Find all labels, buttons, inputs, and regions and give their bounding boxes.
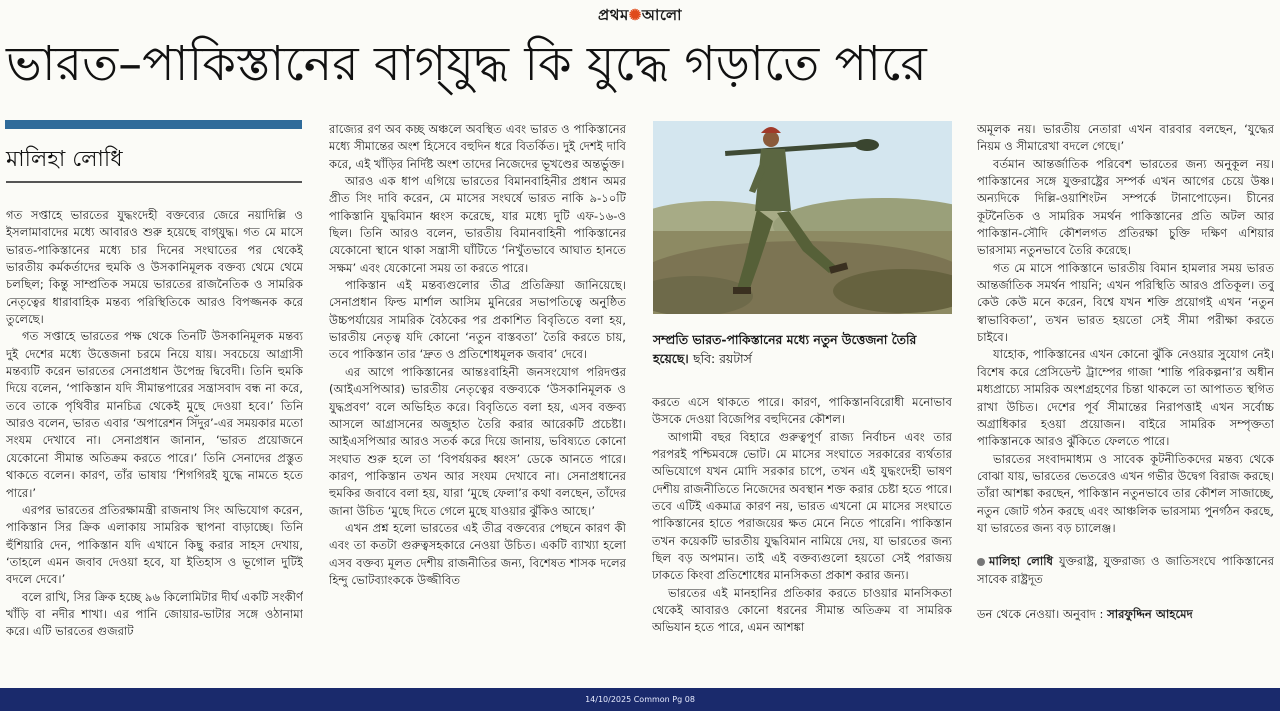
- author-bio: [977, 553, 1274, 588]
- headline: ভারত–পাকিস্তানের বাগ্‌যুদ্ধ কি যুদ্ধে গড়াতে পারে: [6, 36, 927, 92]
- paragraph: রাজ্যের রণ অব কচ্ছ অঞ্চলে অবস্থিত এবং ভারত ও পাকিস্তানের মধ্যে সীমান্তের অংশ হিসেবে বহুদিন ধরে বিতর্কিত। দুই দেশই দাবি করে, এই খাঁড়ির নির্দিষ্ট অংশ তাদের নিজেদের ভূখণ্ডের অন্তর্ভুক্ত।: [329, 122, 626, 171]
- paragraph: যাহোক, পাকিস্তানের এখন কোনো ঝুঁকি নেওয়ার সুযোগ নেই। বিশেষ করে প্রেসিডেন্ট ট্রাম্পের গাজা ‘শান্তি পরিকল্পনা’র অধীন মধ্যপ্রাচ্যে সামরিক অংশগ্রহণের চিন্তা থাকলে তা আপাতত স্থগিত রাখা উচিত। দেশের পূর্ব সীমান্তের নিরাপত্তাই এখন সর্বোচ্চ অগ্রাধিকার হওয়া প্রয়োজন। বাইরে সামরিক সম্পৃক্ততা পাকিস্তানকে আরও ঝুঁকিতে ফেলতে পারে।: [977, 347, 1274, 449]
- paragraph: এরপর ভারতের প্রতিরক্ষামন্ত্রী রাজনাথ সিং অভিযোগ করেন, পাকিস্তান সির ক্রিক এলাকায় সামরিক স্থাপনা বাড়াচ্ছে। তিনি হুঁশিয়ারি দেন, পাকিস্তান যদি এখানে কিছু করার সাহস দেখায়, ‘তাহলে এমন জবাব দেওয়া হবে, যা ইতিহাস ও ভূগোল দুটিই বদলে দেবে।’: [6, 502, 303, 587]
- article-column-4: [977, 121, 1274, 685]
- news-photo: [653, 121, 952, 314]
- paragraph: বর্তমান আন্তর্জাতিক পরিবেশ ভারতের জন্য অনুকূল নয়। পাকিস্তানের সঙ্গে যুক্তরাষ্ট্রের সম্পর্ক এখন আগের চেয়ে উষ্ণ। অন্যদিকে দিল্লি-ওয়াশিংটন সম্পর্কে টানাপোড়েন। চীনের কূটনৈতিক ও সামরিক সমর্থন পাকিস্তানের প্রতি অটল আর পাকিস্তান-সৌদি কৌশলগত প্রতিরক্ষা চুক্তি দক্ষিণ এশিয়ার ভারসাম্য নতুনভাবে তৈরি করেছে।: [977, 156, 1274, 258]
- paragraph: আগামী বছর বিহারে গুরুত্বপূর্ণ রাজ্য নির্বাচন এবং তার পরপরই পশ্চিমবঙ্গে ভোট। মে মাসের সংঘাতে সরকারের ব্যর্থতার অভিযোগে যখন মোদি সরকার চাপে, তখন এই যুদ্ধংদেহী ভাষণ দেশীয় রাজনীতিতে নিজেদের অবস্থান শক্ত করার চেষ্টা হতে পারে। তবে এটিই একমাত্র কারণ নয়, ভারত এখনো মে মাসের সংঘাতে পাকিস্তানের হাতে পরাজয়ের ক্ষত মেনে নিতে পারেনি। পাকিস্তান তখন কয়েকটি ভারতীয় যুদ্ধবিমান নামিয়ে দেয়, যা ভারতের জন্য ছিল বড় অপমান। তাই এই বক্তব্যগুলো হয়তো সেই পরাজয় ঢাকতে কিংবা প্রতিশোধের মানসিকতা প্রকাশ করার জন্য।: [652, 429, 952, 583]
- photo-credit: ছবি: রয়টার্স: [693, 351, 752, 366]
- paragraph: এর আগে পাকিস্তানের আন্তঃবাহিনী জনসংযোগ পরিদপ্তর (আইএসপিআর) ভারতীয় নেতৃত্বের বক্তব্যকে ‘উসকানিমূলক ও যুদ্ধপ্রবণ’ বলে অভিহিত করে। বিবৃতিতে বলা হয়, এসব বক্তব্য আসলে আগ্রাসনের অজুহাত তৈরি করার আরেকটি প্রচেষ্টা। আইএসপিআর আরও সতর্ক করে দিয়ে জানায়, ভবিষ্যতে কোনো সংঘাত শুরু হলে তা ‘বিপর্যয়কর ধ্বংস’ ডেকে আনতে পারে। কারণ, পাকিস্তান তখন আর সংযম দেখাবে না। সেনাপ্রধানের হুমকির জবাবে বলা হয়, যারা ‘মুছে ফেলা’র কথা বলছেন, তাঁদের জানা উচিত ‘মুছে দিতে গেলে মুছে যাওয়ার ঝুঁকিও আছে।’: [329, 364, 626, 518]
- article-column-2: [329, 121, 626, 685]
- paragraph: এখন প্রশ্ন হলো ভারতের এই তীব্র বক্তব্যের পেছনে কারণ কী এবং তা কতটা গুরুত্বসহকারে নেওয়া উচিত। একটি ব্যাখ্যা হলো এসব বক্তব্য মূলত দেশীয় রাজনীতির জন্য, বিশেষত শাসক দলের হিন্দু ভোটব্যাংককে উজ্জীবিত: [329, 520, 626, 587]
- paragraph: করতে এসে থাকতে পারে। কারণ, পাকিস্তানবিরোধী মনোভাব উসকে দেওয়া বিজেপির বহুদিনের কৌশল।: [652, 395, 952, 427]
- translator-name: সারফুদ্দিন আহমেদ: [1107, 606, 1193, 621]
- paragraph: গত সপ্তাহে ভারতের পক্ষ থেকে তিনটি উসকানিমূলক মন্তব্য দুই দেশের মধ্যে উত্তেজনা চরমে নিয়ে যায়। সবচেয়ে আগ্রাসী মন্তব্যটি করেন ভারতের সেনাপ্রধান উপেন্দ্র দ্বিবেদী। তিনি হুমকি দিয়ে বলেন, ‘পাকিস্তান যদি সীমান্তপারের সন্ত্রাসবাদ বন্ধ না করে, তবে তাকে পৃথিবীর মানচিত্র থেকেই মুছে দেওয়া হবে।’ তিনি আরও বলেন, ভারত এবার ‘অপারেশন সিঁদুর’-এর সময়কার মতো সংযম দেখাবে না। সেনাপ্রধান জানান, ‘ভারত প্রয়োজনে যেকোনো সীমান্ত অতিক্রম করতে পারে।’ তিনি সেনাদের প্রস্তুত থাকতে বলেন। কারণ, তাঁর ভাষায় ‘শিগগিরই যুদ্ধে নামতে হতে পারে।’: [6, 329, 303, 500]
- logo-text-1: প্রথম: [598, 6, 629, 24]
- byline: মালিহা লোধি: [6, 143, 302, 183]
- page-footer: 14/10/2025 Common Pg 08: [0, 688, 1280, 711]
- bullet-icon: [977, 558, 985, 566]
- article-column-3: [652, 394, 952, 685]
- paragraph: গত সপ্তাহে ভারতের যুদ্ধংদেহী বক্তব্যের জেরে নয়াদিল্লি ও ইসলামাবাদের মধ্যে আবারও শুরু হয়েছে বাগ্‌যুদ্ধ। গত মে মাসে ভারত-পাকিস্তানের মধ্যে চার দিনের সংঘাতের পর থেকেই ভারতীয় কর্মকর্তাদের হুমকি ও উসকানিমূলক বক্তব্য থেমে থেমে চলছিল; কিন্তু সাম্প্রতিক সময়ে ভারতের রাজনৈতিক ও সামরিক নেতৃত্বের ধারাবাহিক মন্তব্য পরিস্থিতিকে আরও বিপজ্জনক করে তুলেছে।: [6, 208, 303, 327]
- caption-text: সম্প্রতি ভারত-পাকিস্তানের মধ্যে নতুন উত্তেজনা তৈরি হয়েছে।: [653, 332, 917, 366]
- masthead-logo: [0, 4, 1280, 29]
- logo-sun-icon: ✺: [628, 6, 642, 24]
- logo-text-2: আলো: [641, 6, 682, 24]
- article-column-1: [6, 207, 303, 685]
- soldier-with-rocket-launcher-image: [653, 121, 952, 314]
- paragraph: বলে রাখি, সির ক্রিক হচ্ছে ৯৬ কিলোমিটার দীর্ঘ একটি সংকীর্ণ খাঁড়ি বা নদীর শাখা। এর পানি জোয়ার-ভাটার সঙ্গে ওঠানামা করে। এটি ভারতের গুজরাট: [6, 589, 303, 639]
- accent-bar: [5, 120, 302, 129]
- paragraph: ভারতের এই মানহানির প্রতিকার করতে চাওয়ার মানসিকতা থেকেই আবারও কোনো ধরনের সীমান্ত অতিক্রম বা সামরিক অভিযান হতে পারে, এমন আশঙ্কা: [652, 585, 952, 635]
- photo-caption: [653, 330, 953, 368]
- paragraph: অমূলক নয়। ভারতীয় নেতারা এখন বারবার বলছেন, ‘যুদ্ধের নিয়ম ও সীমারেখা বদলে গেছে।’: [977, 122, 1274, 154]
- paragraph: আরও এক ধাপ এগিয়ে ভারতের বিমানবাহিনীর প্রধান অমর প্রীত সিং দাবি করেন, মে মাসের সংঘর্ষে ভারত নাকি ৯-১০টি পাকিস্তানি যুদ্ধবিমান ধ্বংস করেছে, যার মধ্যে দুটি এফ-১৬-ও ছিল। তিনি আরও বলেন, ভারতীয় বিমানবাহিনী পাকিস্তানের যেকোনো স্থানে থাকা সন্ত্রাসী ঘাঁটিতে ‘নিখুঁতভাবে আঘাত হানতে সক্ষম’ এবং যেকোনো সময় তা করতে পারে।: [329, 174, 626, 275]
- author-bio-name: মালিহা লোধি: [989, 554, 1054, 569]
- translation-prefix: ডন থেকে নেওয়া। অনুবাদ :: [977, 606, 1104, 621]
- paragraph: পাকিস্তান এই মন্তব্যগুলোর তীব্র প্রতিক্রিয়া জানিয়েছে। সেনাপ্রধান ফিল্ড মার্শাল আসিম মুনিরের সভাপতিত্বে অনুষ্ঠিত উচ্চপর্যায়ের সামরিক বৈঠকের পর প্রকাশিত বিবৃতিতে বলা হয়, ভারতীয় নেতৃত্ব যদি কোনো ‘নতুন বাস্তবতা’ তৈরি করতে চায়, তবে পাকিস্তান তার ‘দ্রুত ও প্রতিশোধমূলক জবাব’ দেবে।: [329, 278, 626, 362]
- paragraph: গত মে মাসে পাকিস্তানে ভারতীয় বিমান হামলার সময় ভারত আন্তর্জাতিক সমর্থন পায়নি; এখন পরিস্থিতি আরও প্রতিকূল। তবু কেউ কেউ মনে করেন, বিশ্বে যখন শক্তি প্রয়োগই এখন ‘নতুন স্বাভাবিকতা’, তখন ভারত হয়তো সেই সীমা পরীক্ষা করতে চাইবে।: [977, 260, 1274, 345]
- author-bio-text: যুক্তরাষ্ট্র, যুক্তরাজ্য ও জাতিসংঘে পাকিস্তানের সাবেক রাষ্ট্রদূত: [977, 554, 1274, 586]
- translation-credit: [977, 606, 1274, 623]
- paragraph: ভারতের সংবাদমাধ্যম ও সাবেক কূটনীতিকদের মন্তব্য থেকে বোঝা যায়, ভারতের ভেতরেও এখন গভীর উদ্বেগ বিরাজ করছে। তাঁরা আশঙ্কা করছেন, পাকিস্তান নতুনভাবে তার কৌশল সাজাচ্ছে, নতুন জোট গঠন করছে এবং আঞ্চলিক ভারসাম্য পুনর্গঠন করছে, যা ভারতের জন্য বড় চ্যালেঞ্জ।: [977, 451, 1274, 535]
